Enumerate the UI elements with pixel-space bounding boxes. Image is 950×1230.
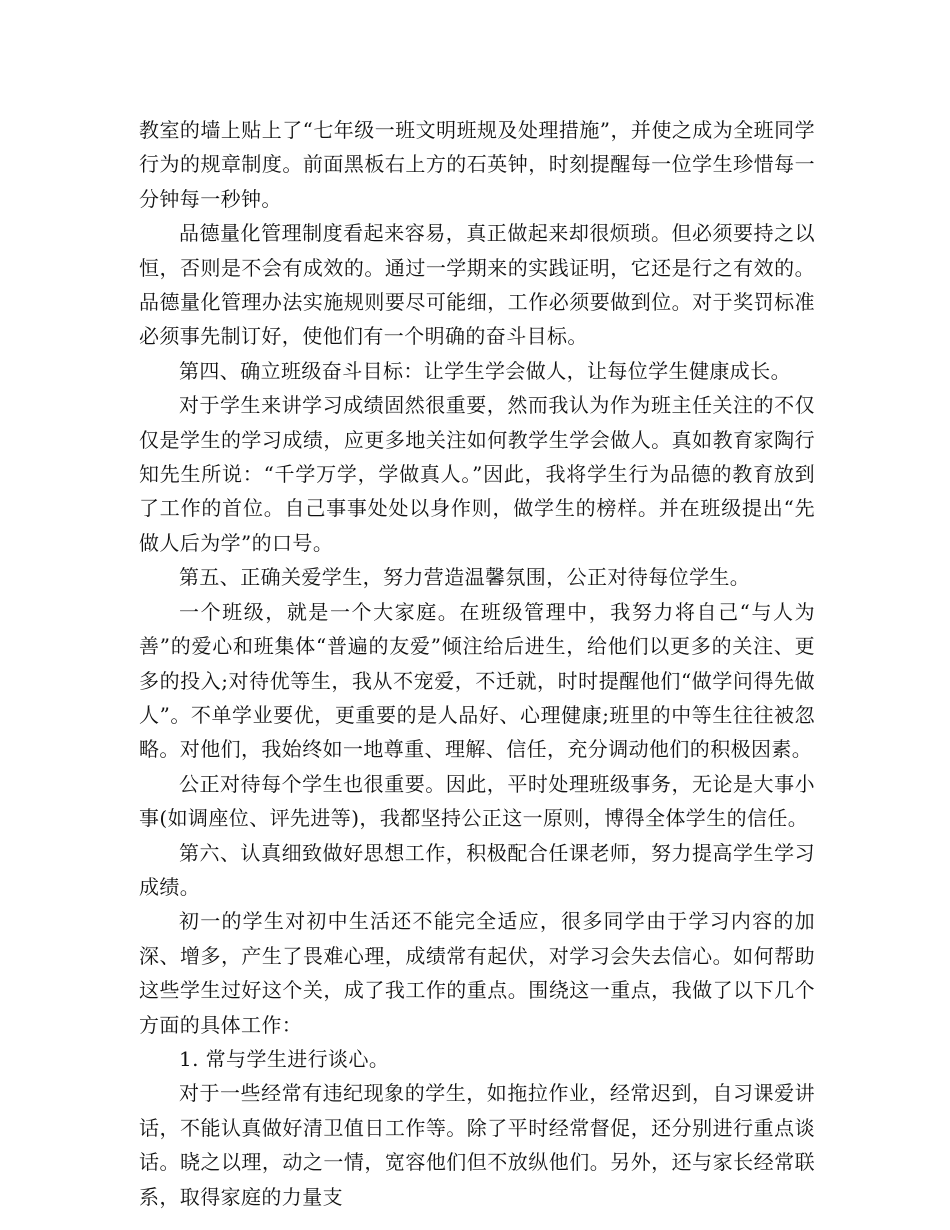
paragraph-3: 对于学生来讲学习成绩固然很重要，然而我认为作为班主任关注的不仅仅是学生的学习成绩，应更多地关注如何教学生学会做人。真如教育家陶行知先生所说：“千学万学，学做真人。”因此，我将学生行为品德的教育放到了工作的首位。自己事事处处以身作则，做学生的榜样。并在班级提出“先做人后为学”的口号。 xyxy=(139,393,815,555)
paragraph-6: 初一的学生对初中生活还不能完全适应，很多同学由于学习内容的加深、增多，产生了畏难心理，成绩常有起伏，对学习会失去信心。如何帮助这些学生过好这个关，成了我工作的重点。围绕这一重点，我做了以下几个方面的具体工作： xyxy=(139,909,815,1037)
paragraph-4: 一个班级，就是一个大家庭。在班级管理中，我努力将自己“与人为善”的爱心和班集体“普遍的友爱”倾注给后进生，给他们以更多的关注、更多的投入;对待优等生，我从不宠爱，不迁就，时时提醒他们“做学问得先做人”。不单学业要优，更重要的是人品好、心理健康;班里的中等生往往被忽略。对他们，我始终如一地尊重、理解、信任，充分调动他们的积极因素。 xyxy=(139,599,815,762)
paragraph-1: 教室的墙上贴上了“七年级一班文明班规及处理措施”，并使之成为全班同学行为的规章制度。前面黑板右上方的石英钟，时刻提醒每一位学生珍惜每一分钟每一秒钟。 xyxy=(139,118,815,211)
paragraph-5: 公正对待每个学生也很重要。因此，平时处理班级事务，无论是大事小事(如调座位、评先进等)，我都坚持公正这一原则，博得全体学生的信任。 xyxy=(139,771,815,831)
paragraph-2: 品德量化管理制度看起来容易，真正做起来却很烦琐。但必须要持之以恒，否则是不会有成效的。通过一学期来的实践证明，它还是行之有效的。品德量化管理办法实施规则要尽可能细，工作必须要做到位。对于奖罚标准必须事先制订好，使他们有一个明确的奋斗目标。 xyxy=(139,221,815,349)
section-heading-5: 第五、正确关爱学生，努力营造温馨氛围，公正对待每位学生。 xyxy=(179,565,751,590)
list-item-1: 1. 常与学生进行谈心。 xyxy=(179,1046,390,1071)
section-heading-4: 第四、确立班级奋斗目标：让学生学会做人，让每位学生健康成长。 xyxy=(179,358,791,383)
document-body xyxy=(139,113,815,1214)
section-heading-6: 第六、认真细致做好思想工作，积极配合任课老师，努力提高学生学习成绩。 xyxy=(139,840,815,899)
paragraph-7: 对于一些经常有违纪现象的学生，如拖拉作业，经常迟到，自习课爱讲话，不能认真做好清卫值日工作等。除了平时经常督促，还分别进行重点谈话。晓之以理，动之一情，宽容他们但不放纵他们。另外，还与家长经常联系，取得家庭的力量支 xyxy=(139,1081,815,1209)
